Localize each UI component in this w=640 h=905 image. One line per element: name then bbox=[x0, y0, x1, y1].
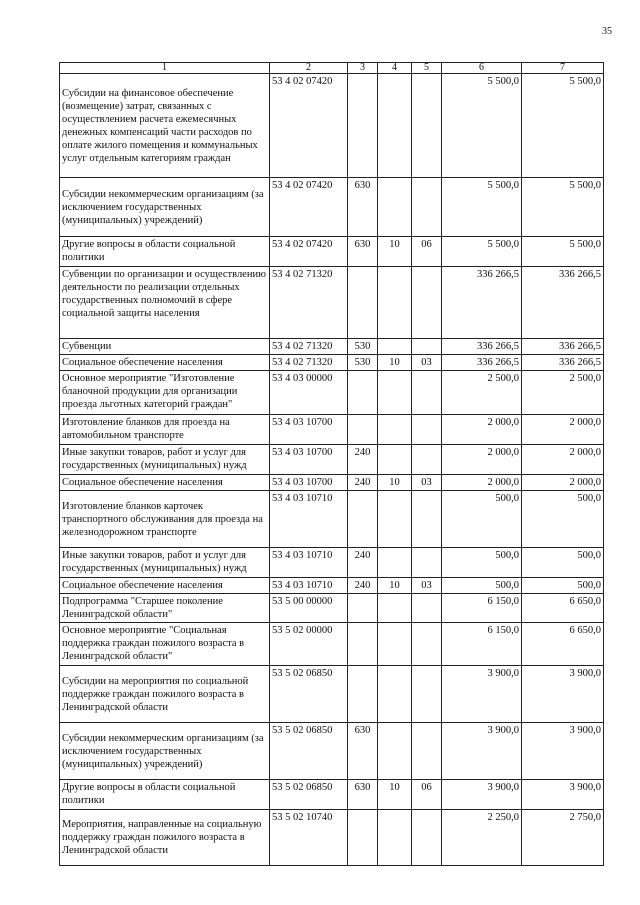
header-col-3: 3 bbox=[348, 63, 378, 74]
row-col3 bbox=[348, 594, 378, 623]
row-code: 53 4 03 00000 bbox=[270, 371, 348, 415]
row-col4 bbox=[378, 74, 412, 178]
row-col5 bbox=[412, 548, 442, 578]
header-col-1: 1 bbox=[60, 63, 270, 74]
row-col4 bbox=[378, 445, 412, 475]
row-amount-7: 336 266,5 bbox=[522, 267, 604, 339]
row-name: Иные закупки товаров, работ и услуг для государственных (муниципальных) нужд bbox=[60, 445, 270, 475]
row-code: 53 4 03 10700 bbox=[270, 445, 348, 475]
row-col4 bbox=[378, 623, 412, 666]
row-col4: 10 bbox=[378, 578, 412, 594]
table-row bbox=[60, 491, 604, 548]
table-row bbox=[60, 810, 604, 866]
row-col4 bbox=[378, 666, 412, 723]
table-row bbox=[60, 74, 604, 178]
row-col3: 630 bbox=[348, 178, 378, 237]
row-col3: 630 bbox=[348, 237, 378, 267]
row-col5 bbox=[412, 178, 442, 237]
header-col-4: 4 bbox=[378, 63, 412, 74]
row-col5 bbox=[412, 445, 442, 475]
row-col3: 240 bbox=[348, 578, 378, 594]
table-row bbox=[60, 594, 604, 623]
row-amount-6: 500,0 bbox=[442, 548, 522, 578]
row-name: Изготовление бланков карточек транспортного обслуживания для проезда на железнодорожном транспорте bbox=[60, 491, 270, 548]
table-row bbox=[60, 723, 604, 780]
row-amount-7: 3 900,0 bbox=[522, 723, 604, 780]
row-col3 bbox=[348, 491, 378, 548]
row-col5: 06 bbox=[412, 780, 442, 810]
row-col4 bbox=[378, 491, 412, 548]
row-name: Социальное обеспечение населения bbox=[60, 475, 270, 491]
row-amount-6: 3 900,0 bbox=[442, 666, 522, 723]
row-name: Другие вопросы в области социальной политики bbox=[60, 237, 270, 267]
row-amount-7: 336 266,5 bbox=[522, 355, 604, 371]
row-col3: 240 bbox=[348, 445, 378, 475]
row-amount-6: 2 500,0 bbox=[442, 371, 522, 415]
row-code: 53 5 02 00000 bbox=[270, 623, 348, 666]
row-amount-6: 5 500,0 bbox=[442, 237, 522, 267]
row-col4 bbox=[378, 723, 412, 780]
table-row bbox=[60, 445, 604, 475]
row-name: Социальное обеспечение населения bbox=[60, 355, 270, 371]
row-amount-6: 2 000,0 bbox=[442, 415, 522, 445]
table-row bbox=[60, 780, 604, 810]
header-col-2: 2 bbox=[270, 63, 348, 74]
row-col4: 10 bbox=[378, 355, 412, 371]
row-amount-6: 2 000,0 bbox=[442, 475, 522, 491]
row-amount-7: 2 000,0 bbox=[522, 475, 604, 491]
row-col3: 240 bbox=[348, 548, 378, 578]
row-name: Субсидии некоммерческим организациям (за исключением государственных (муниципальных) учреждений) bbox=[60, 723, 270, 780]
row-col5 bbox=[412, 371, 442, 415]
row-code: 53 5 00 00000 bbox=[270, 594, 348, 623]
row-amount-6: 500,0 bbox=[442, 491, 522, 548]
row-col4: 10 bbox=[378, 475, 412, 491]
row-code: 53 4 03 10700 bbox=[270, 415, 348, 445]
row-code: 53 5 02 06850 bbox=[270, 780, 348, 810]
row-amount-6: 3 900,0 bbox=[442, 780, 522, 810]
row-name: Субвенции по организации и осуществлению деятельности по реализации отдельных государственных полномочий в сфере социальной защиты населения bbox=[60, 267, 270, 339]
row-col5: 03 bbox=[412, 578, 442, 594]
row-code: 53 4 03 10710 bbox=[270, 548, 348, 578]
row-code: 53 4 02 71320 bbox=[270, 355, 348, 371]
row-name: Мероприятия, направленные на социальную поддержку граждан пожилого возраста в Ленинградской области bbox=[60, 810, 270, 866]
row-col4: 10 bbox=[378, 780, 412, 810]
row-col5: 03 bbox=[412, 475, 442, 491]
row-amount-6: 2 250,0 bbox=[442, 810, 522, 866]
row-amount-7: 5 500,0 bbox=[522, 237, 604, 267]
table-row bbox=[60, 178, 604, 237]
row-col3 bbox=[348, 415, 378, 445]
row-amount-6: 336 266,5 bbox=[442, 339, 522, 355]
row-code: 53 4 03 10710 bbox=[270, 491, 348, 548]
row-col5 bbox=[412, 339, 442, 355]
row-amount-7: 2 000,0 bbox=[522, 415, 604, 445]
row-amount-6: 6 150,0 bbox=[442, 623, 522, 666]
row-amount-7: 2 000,0 bbox=[522, 445, 604, 475]
row-code: 53 5 02 10740 bbox=[270, 810, 348, 866]
row-col4 bbox=[378, 415, 412, 445]
row-col5 bbox=[412, 723, 442, 780]
row-name: Подпрограмма "Старшее поколение Ленинградской области" bbox=[60, 594, 270, 623]
table-row bbox=[60, 355, 604, 371]
row-code: 53 4 03 10700 bbox=[270, 475, 348, 491]
row-name: Субвенции bbox=[60, 339, 270, 355]
row-code: 53 4 02 71320 bbox=[270, 339, 348, 355]
row-col3: 530 bbox=[348, 339, 378, 355]
page-number: 35 bbox=[602, 26, 612, 37]
row-amount-7: 3 900,0 bbox=[522, 666, 604, 723]
row-amount-6: 5 500,0 bbox=[442, 74, 522, 178]
row-amount-7: 6 650,0 bbox=[522, 594, 604, 623]
table-row bbox=[60, 415, 604, 445]
row-name: Иные закупки товаров, работ и услуг для государственных (муниципальных) нужд bbox=[60, 548, 270, 578]
row-amount-7: 500,0 bbox=[522, 548, 604, 578]
row-amount-6: 336 266,5 bbox=[442, 355, 522, 371]
row-amount-6: 5 500,0 bbox=[442, 178, 522, 237]
row-col3 bbox=[348, 623, 378, 666]
row-col4 bbox=[378, 371, 412, 415]
row-col3 bbox=[348, 810, 378, 866]
row-code: 53 4 02 07420 bbox=[270, 237, 348, 267]
header-col-5: 5 bbox=[412, 63, 442, 74]
row-col5 bbox=[412, 491, 442, 548]
row-code: 53 5 02 06850 bbox=[270, 723, 348, 780]
header-row bbox=[60, 63, 604, 74]
row-name: Основное мероприятие "Социальная поддержка граждан пожилого возраста в Ленинградской области" bbox=[60, 623, 270, 666]
row-amount-6: 500,0 bbox=[442, 578, 522, 594]
row-col4 bbox=[378, 178, 412, 237]
row-name: Субсидии на мероприятия по социальной поддержке граждан пожилого возраста в Ленинградской области bbox=[60, 666, 270, 723]
table-row bbox=[60, 237, 604, 267]
row-col5 bbox=[412, 623, 442, 666]
row-col5 bbox=[412, 594, 442, 623]
row-col4 bbox=[378, 548, 412, 578]
table-row bbox=[60, 623, 604, 666]
row-name: Субсидии некоммерческим организациям (за исключением государственных (муниципальных) учреждений) bbox=[60, 178, 270, 237]
row-amount-6: 3 900,0 bbox=[442, 723, 522, 780]
row-col3 bbox=[348, 666, 378, 723]
table-row bbox=[60, 475, 604, 491]
table-row bbox=[60, 339, 604, 355]
row-amount-7: 500,0 bbox=[522, 578, 604, 594]
row-amount-7: 2 750,0 bbox=[522, 810, 604, 866]
row-name: Социальное обеспечение населения bbox=[60, 578, 270, 594]
row-col3: 630 bbox=[348, 723, 378, 780]
row-amount-7: 500,0 bbox=[522, 491, 604, 548]
row-col4 bbox=[378, 810, 412, 866]
row-amount-7: 6 650,0 bbox=[522, 623, 604, 666]
row-amount-6: 2 000,0 bbox=[442, 445, 522, 475]
row-code: 53 5 02 06850 bbox=[270, 666, 348, 723]
row-name: Субсидии на финансовое обеспечение (возмещение) затрат, связанных с осуществлением расчета ежемесячных денежных компенсаций части расходов по оплате жилого помещения и коммунальных услуг отдельным категориям граждан bbox=[60, 74, 270, 178]
row-col5 bbox=[412, 810, 442, 866]
row-col5 bbox=[412, 267, 442, 339]
table-row bbox=[60, 548, 604, 578]
table-row bbox=[60, 371, 604, 415]
row-col3 bbox=[348, 267, 378, 339]
table-row bbox=[60, 267, 604, 339]
row-col3 bbox=[348, 371, 378, 415]
row-col4 bbox=[378, 267, 412, 339]
row-col5 bbox=[412, 74, 442, 178]
row-amount-7: 5 500,0 bbox=[522, 178, 604, 237]
row-name: Другие вопросы в области социальной политики bbox=[60, 780, 270, 810]
row-col4 bbox=[378, 594, 412, 623]
table-row bbox=[60, 666, 604, 723]
row-col5: 03 bbox=[412, 355, 442, 371]
row-code: 53 4 02 71320 bbox=[270, 267, 348, 339]
row-col5: 06 bbox=[412, 237, 442, 267]
row-code: 53 4 03 10710 bbox=[270, 578, 348, 594]
row-amount-7: 5 500,0 bbox=[522, 74, 604, 178]
budget-table bbox=[59, 62, 604, 866]
row-amount-7: 3 900,0 bbox=[522, 780, 604, 810]
row-col3 bbox=[348, 74, 378, 178]
row-col3: 630 bbox=[348, 780, 378, 810]
row-amount-7: 2 500,0 bbox=[522, 371, 604, 415]
row-amount-6: 6 150,0 bbox=[442, 594, 522, 623]
row-col4: 10 bbox=[378, 237, 412, 267]
header-col-6: 6 bbox=[442, 63, 522, 74]
row-col5 bbox=[412, 666, 442, 723]
row-amount-7: 336 266,5 bbox=[522, 339, 604, 355]
table-row bbox=[60, 578, 604, 594]
row-col4 bbox=[378, 339, 412, 355]
row-name: Основное мероприятие "Изготовление бланочной продукции для организации проезда льготных категорий граждан" bbox=[60, 371, 270, 415]
header-col-7: 7 bbox=[522, 63, 604, 74]
row-col5 bbox=[412, 415, 442, 445]
row-code: 53 4 02 07420 bbox=[270, 74, 348, 178]
row-code: 53 4 02 07420 bbox=[270, 178, 348, 237]
row-name: Изготовление бланков для проезда на автомобильном транспорте bbox=[60, 415, 270, 445]
row-col3: 530 bbox=[348, 355, 378, 371]
row-amount-6: 336 266,5 bbox=[442, 267, 522, 339]
row-col3: 240 bbox=[348, 475, 378, 491]
